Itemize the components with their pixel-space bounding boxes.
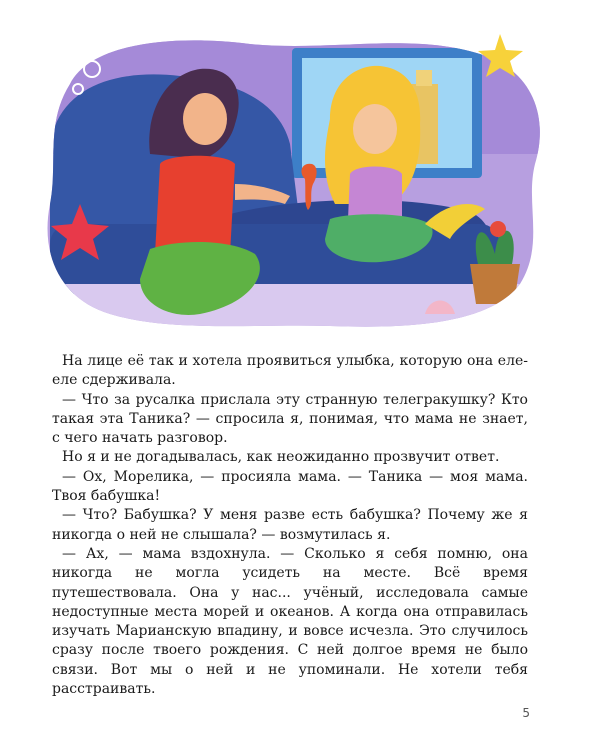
- story-text: [52, 352, 528, 699]
- paragraph: — Что? Бабушка? У меня разве есть бабушка? Почему же я никогда о ней не слышала? — возмутилась я.: [52, 507, 528, 543]
- mermaids-illustration: [30, 14, 570, 344]
- scene-background: [30, 14, 570, 344]
- paragraph: — Что за русалка прислала эту странную телегракушку? Кто такая эта Таника? — спросила я, понимая, что мама не знает, с чего начать разговор.: [52, 391, 528, 447]
- paragraph: — Ох, Морелика, — просияла мама. — Таника — моя мама. Твоя бабушка!: [52, 468, 528, 505]
- paragraph: На лице её так и хотела проявиться улыбка, которую она еле-еле сдерживала.: [52, 353, 528, 389]
- page-number: 5: [522, 706, 530, 720]
- paragraph: Но я и не догадывалась, как неожиданно прозвучит ответ.: [62, 449, 500, 466]
- paragraph: — Ах, — мама вздохнула. — Сколько я себя помню, она никогда не могла усидеть на месте. Всё время путешествовала. Она у нас... учёный, исследовала самые недоступные места морей и океанов. А когда она отправилась изучать Марианскую впадину, и вовсе исчезла. Это случилось сразу после твоего рождения. С ней долгое время не было связи. Вот мы о ней и не упоминали. Не хотели тебя расстраивать.: [52, 545, 528, 698]
